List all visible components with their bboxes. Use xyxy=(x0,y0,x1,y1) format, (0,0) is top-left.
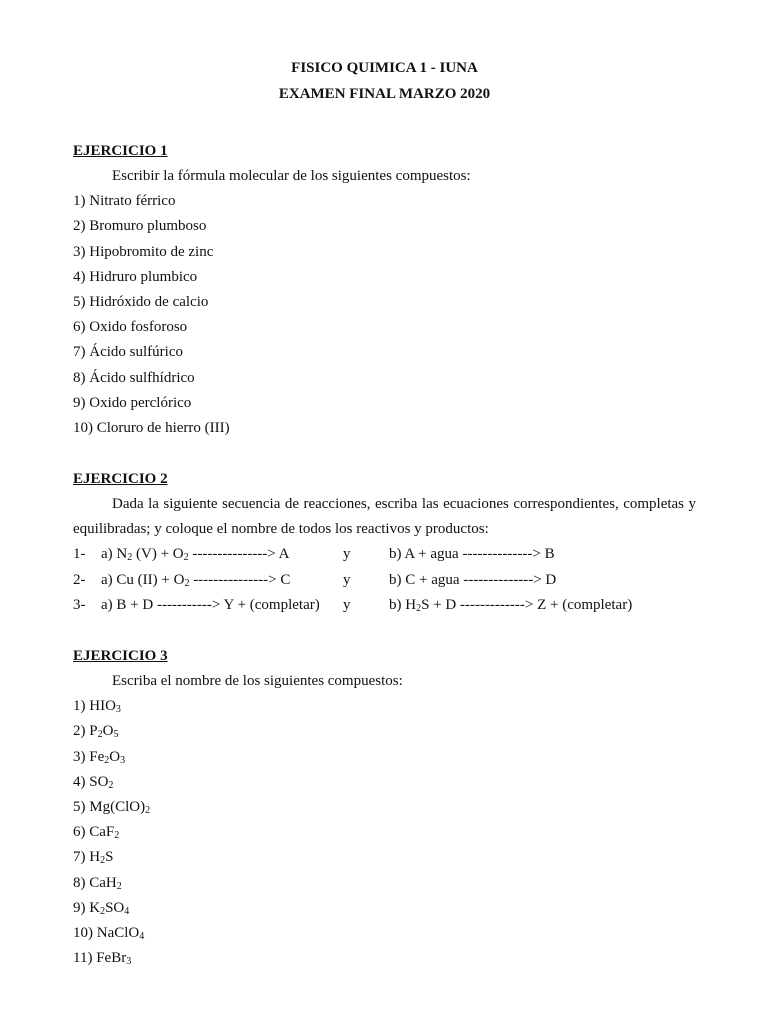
list-item: 3) Hipobromito de zinc xyxy=(73,243,214,260)
exercise-3-heading: EJERCICIO 3 xyxy=(73,648,168,665)
list-item: 2) $P_2O_5$ xyxy=(73,723,119,741)
reaction-b: b) C + agua --------------> D xyxy=(389,571,557,588)
list-item: 8) CaH$_2$ xyxy=(73,874,122,892)
list-item: 5) $Mg(ClO)_2$ xyxy=(73,798,151,816)
reaction-number: 1- xyxy=(73,546,86,563)
list-item: 3) $Fe_2O_3$ xyxy=(73,748,126,766)
exercise-1-list xyxy=(73,189,696,441)
list-item: 10) Cloruro de hierro (III) xyxy=(73,419,230,436)
list-item: 11) FeBr$_3$ xyxy=(73,950,132,968)
reaction-a: a) B + D -----------> Y + (completar) xyxy=(101,596,320,613)
exercise-3 xyxy=(73,644,696,971)
list-item: 9) $K_2SO_4$ xyxy=(73,899,130,917)
document-header xyxy=(73,55,696,107)
list-item: 7) $H_2S$ xyxy=(73,849,114,867)
reaction-number: 3- xyxy=(73,596,86,613)
reaction-row xyxy=(73,568,696,593)
list-item: 9) Oxido perclórico xyxy=(73,394,192,411)
list-item: 1) $HIO_3$ xyxy=(73,698,121,716)
exercise-2-heading: EJERCICIO 2 xyxy=(73,471,168,488)
reaction-a: a) $N_2$ $(V) + O_2$ ---------------> A xyxy=(101,546,290,564)
exercise-1-instruction: Escribir la fórmula molecular de los siguientes compuestos: xyxy=(112,168,471,184)
list-item: 10) NaClO$_4$ xyxy=(73,924,145,942)
list-item: 8) Ácido sulfhídrico xyxy=(73,369,195,386)
list-item: 6) CaF$_2$ xyxy=(73,824,120,842)
list-item: 1) Nitrato férrico xyxy=(73,193,176,210)
list-item: 6) Oxido fosforoso xyxy=(73,319,188,336)
reaction-row xyxy=(73,542,696,567)
list-item: 4) Hidruro plumbico xyxy=(73,268,198,285)
reaction-row xyxy=(73,593,696,618)
reaction-connector: y xyxy=(343,546,351,563)
exercise-3-list xyxy=(73,694,696,971)
reaction-b: b) $H_2S + D$ -------------> Z + (completar) xyxy=(389,596,633,614)
list-item: 7) Ácido sulfúrico xyxy=(73,344,183,361)
list-item: 5) Hidróxido de calcio xyxy=(73,293,209,310)
list-item: 2) Bromuro plumboso xyxy=(73,218,207,235)
reaction-b: b) A + agua --------------> B xyxy=(389,546,555,563)
exercise-2 xyxy=(73,467,696,618)
reaction-a: a) Cu $(II) + O_2$ ---------------> C xyxy=(101,571,291,589)
list-item: 4) $SO_2$ xyxy=(73,773,114,791)
reaction-connector: y xyxy=(343,596,351,613)
reaction-number: 2- xyxy=(73,571,86,588)
exercise-2-instruction: Dada la siguiente secuencia de reacciones, escriba las ecuaciones correspondientes, completas y equilibradas; y coloque el nombre de todos los reactivos y productos: xyxy=(73,496,696,538)
course-title: FISICO QUIMICA 1 - IUNA xyxy=(291,60,478,76)
reaction-connector: y xyxy=(343,571,351,588)
exercise-1-heading: EJERCICIO 1 xyxy=(73,143,168,159)
exercise-3-instruction: Escriba el nombre de los siguientes compuestos: xyxy=(112,673,403,690)
exercise-1 xyxy=(73,139,696,441)
exam-title: EXAMEN FINAL MARZO 2020 xyxy=(278,86,491,102)
